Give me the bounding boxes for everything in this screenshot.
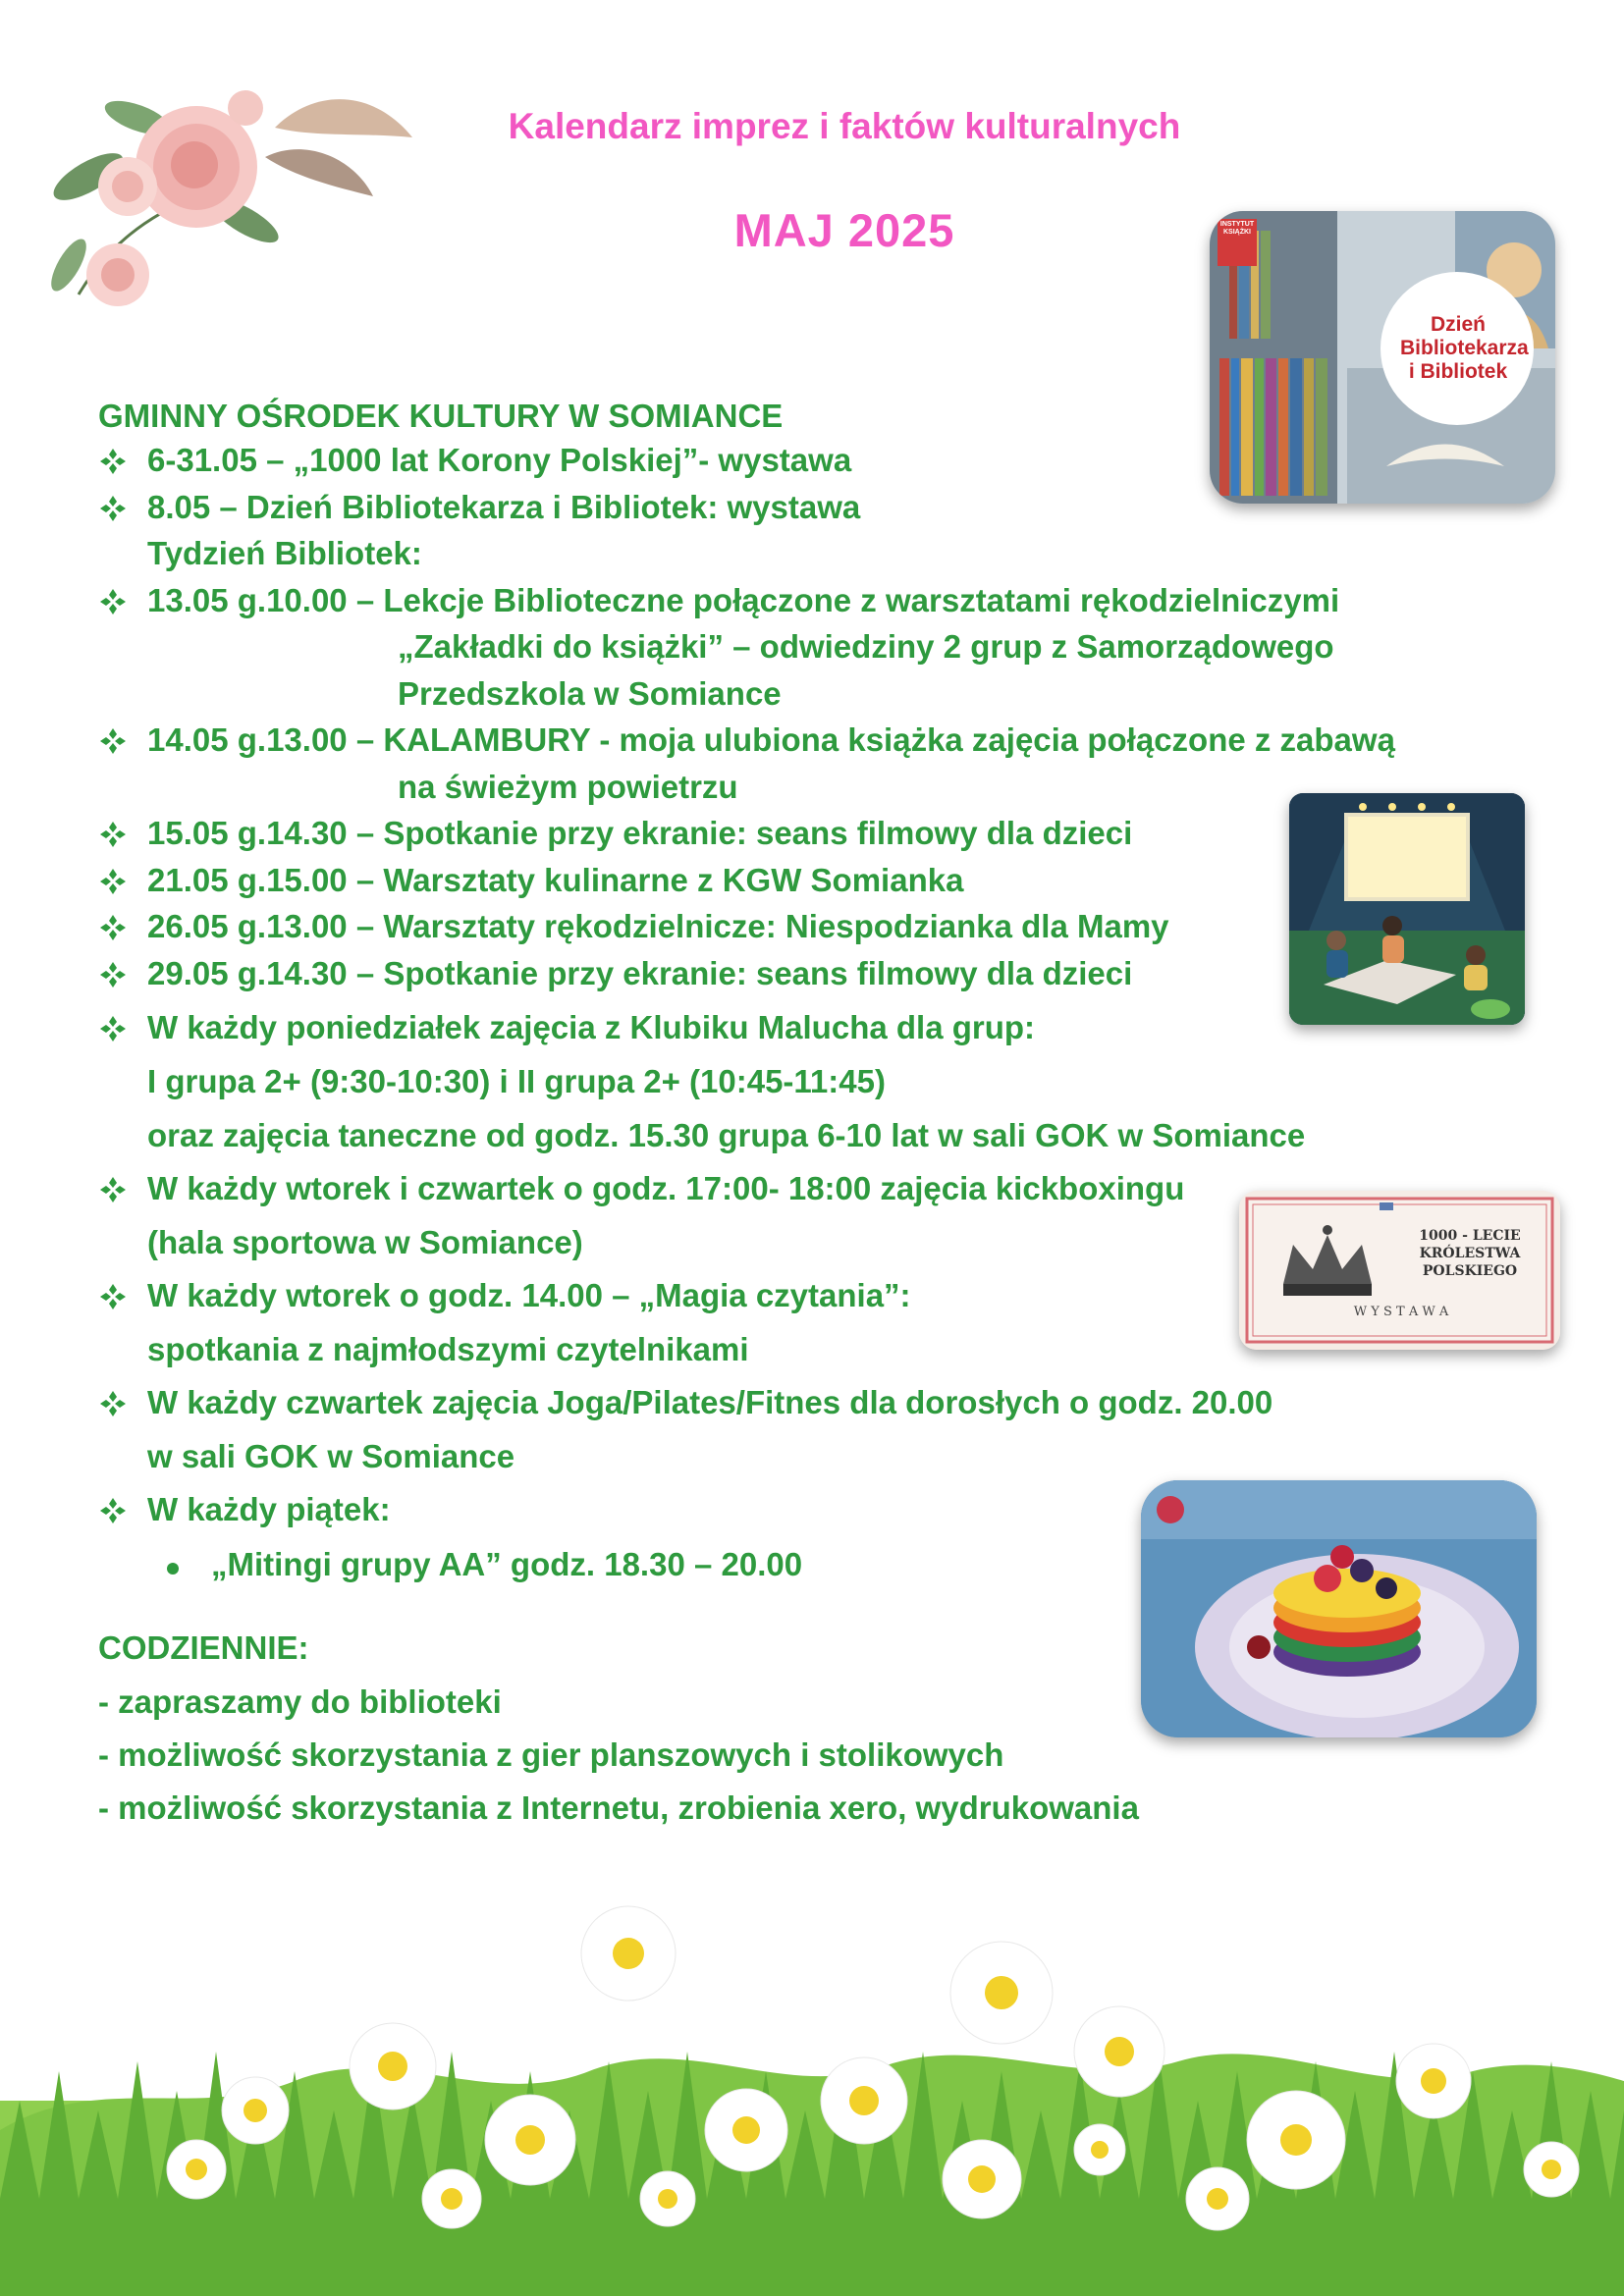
clover-bullet-icon <box>98 494 128 523</box>
event-item-continuation: Przedszkola w Somiance <box>398 675 782 712</box>
event-item: 14.05 g.13.00 – KALAMBURY - moja ulubiona książka zajęcia połączone z zabawą <box>147 721 1395 758</box>
millennium-exhibition-poster <box>1239 1191 1560 1350</box>
event-item: W każdy piątek: <box>147 1491 391 1527</box>
library-poster-text: Dzień Bibliotekarza i Bibliotek <box>1400 313 1529 383</box>
clover-bullet-icon <box>98 960 128 989</box>
clover-bullet-icon <box>98 1014 128 1043</box>
page-title: Kalendarz imprez i faktów kulturalnych <box>508 106 1181 146</box>
event-sub-item: „Mitingi grupy AA” godz. 18.30 – 20.00 <box>211 1546 803 1582</box>
clover-bullet-icon <box>98 1282 128 1311</box>
event-item-continuation: spotkania z najmłodszymi czytelnikami <box>147 1331 749 1367</box>
clover-bullet-icon <box>98 726 128 756</box>
event-item: W każdy wtorek o godz. 14.00 – „Magia czytania”: <box>147 1277 911 1313</box>
clover-bullet-icon <box>98 867 128 896</box>
clover-bullet-icon <box>98 1389 128 1418</box>
event-item: 29.05 g.14.30 – Spotkanie przy ekranie: seans filmowy dla dzieci <box>147 955 1133 991</box>
flower-bouquet-decoration <box>20 49 412 334</box>
event-item-continuation: (hala sportowa w Somiance) <box>147 1224 583 1260</box>
daisy-meadow-decoration <box>0 1875 1624 2296</box>
clover-bullet-icon <box>98 820 128 849</box>
clover-bullet-icon <box>98 1175 128 1204</box>
event-item: 8.05 – Dzień Bibliotekarza i Bibliotek: wystawa <box>147 489 861 525</box>
publisher-badge: INSTYTUT KSIĄŻKI <box>1219 221 1255 236</box>
event-item: 6-31.05 – „1000 lat Korony Polskiej”- wystawa <box>147 442 852 478</box>
exhibition-line-2: KRÓLESTWA <box>1419 1246 1521 1261</box>
event-item: 13.05 g.10.00 – Lekcje Biblioteczne połączone z warsztatami rękodzielniczymi <box>147 582 1340 618</box>
daily-item: - zapraszamy do biblioteki <box>98 1683 502 1720</box>
event-item-continuation: oraz zajęcia taneczne od godz. 15.30 grupa 6-10 lat w sali GOK w Somiance <box>147 1117 1306 1153</box>
daily-item: - możliwość skorzystania z gier planszowych i stolikowych <box>98 1736 1004 1773</box>
event-item: 21.05 g.15.00 – Warsztaty kulinarne z KGW Somianka <box>147 862 964 898</box>
event-item: 15.05 g.14.30 – Spotkanie przy ekranie: seans filmowy dla dzieci <box>147 815 1133 851</box>
exhibition-line-3: POLSKIEGO <box>1422 1263 1518 1279</box>
event-item: W każdy czwartek zajęcia Joga/Pilates/Fitnes dla dorosłych o godz. 20.00 <box>147 1384 1273 1420</box>
outdoor-cinema-illustration <box>1289 793 1525 1025</box>
event-item-continuation: I grupa 2+ (9:30-10:30) i II grupa 2+ (10:45-11:45) <box>147 1063 886 1099</box>
library-day-poster <box>1210 211 1555 504</box>
event-item-continuation: w sali GOK w Somiance <box>147 1438 515 1474</box>
event-item: W każdy wtorek i czwartek o godz. 17:00- 18:00 zajęcia kickboxingu <box>147 1170 1185 1206</box>
event-item-continuation: na świeżym powietrzu <box>398 769 738 805</box>
clover-bullet-icon <box>98 447 128 476</box>
event-item: 26.05 g.13.00 – Warsztaty rękodzielnicze: Niespodzianka dla Mamy <box>147 908 1169 944</box>
clover-bullet-icon <box>98 587 128 616</box>
month-heading: MAJ 2025 <box>733 204 955 256</box>
section-heading: GMINNY OŚRODEK KULTURY W SOMIANCE <box>98 398 784 434</box>
event-subheading: Tydzień Bibliotek: <box>147 535 422 571</box>
daily-heading: CODZIENNIE: <box>98 1629 309 1666</box>
exhibition-line-1: 1000 - LECIE <box>1419 1228 1521 1244</box>
daily-item: - możliwość skorzystania z Internetu, zrobienia xero, wydrukowania <box>98 1789 1139 1826</box>
clover-bullet-icon <box>98 1496 128 1525</box>
event-item: W każdy poniedziałek zajęcia z Klubiku Malucha dla grup: <box>147 1009 1036 1045</box>
exhibition-line-4: W Y S T A W A <box>1353 1305 1449 1319</box>
event-item-continuation: „Zakładki do książki” – odwiedziny 2 grup z Samorządowego <box>398 628 1334 665</box>
round-bullet-icon <box>167 1563 179 1575</box>
clover-bullet-icon <box>98 913 128 942</box>
pancakes-photo <box>1141 1480 1537 1737</box>
